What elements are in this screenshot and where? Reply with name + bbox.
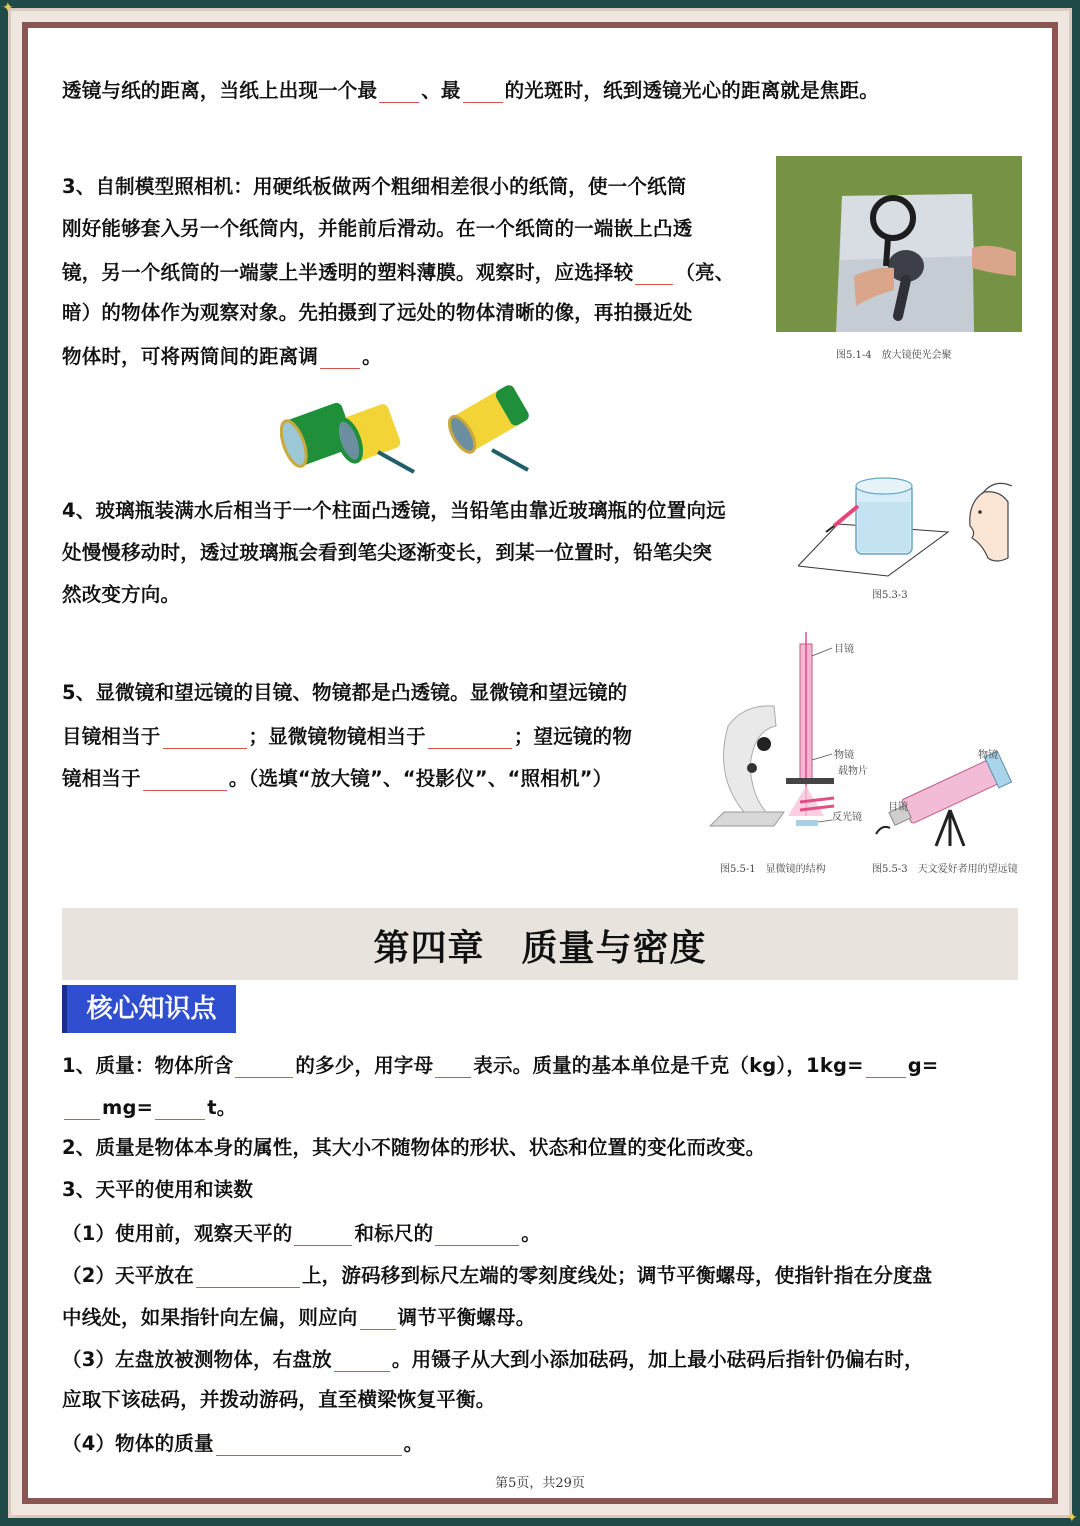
text: ；望远镜的物	[513, 725, 633, 748]
glass-bottle-figure	[798, 472, 1022, 582]
balance-step-2	[62, 1253, 932, 1297]
answer-blank	[216, 1427, 402, 1456]
text: （4）物体的质量	[62, 1432, 214, 1455]
text: 调节平衡螺母。	[397, 1306, 536, 1329]
text: 的光斑时，纸到透镜光心的距离就是焦距。	[504, 79, 879, 102]
text: mg=	[102, 1096, 154, 1119]
answer-blank	[143, 762, 227, 791]
text: （2）天平放在	[62, 1264, 194, 1287]
tele-objective-label: 物镜	[978, 750, 998, 761]
q3-line-1: 3、自制模型照相机：用硬纸板做两个粗细相差很小的纸筒，使一个纸筒	[62, 175, 687, 198]
worksheet-page	[28, 28, 1052, 1498]
text: 上，游码移到标尺左端的零刻度线处；调节平衡螺母，使指针指在分度盘	[301, 1264, 933, 1287]
text: 中线处，如果指针向左偏，则应向	[62, 1306, 358, 1329]
telescope-caption: 图5.5-3 天文爱好者用的望远镜	[872, 864, 1018, 875]
answer-blank	[64, 1091, 100, 1120]
q3-line-4: 暗）的物体作为观察对象。先拍摄到了远处的物体清晰的像，再拍摄近处	[62, 301, 693, 324]
text: （3）左盘放被测物体，右盘放	[62, 1348, 332, 1371]
text: t。	[207, 1096, 237, 1119]
balance-step-1	[62, 1211, 541, 1255]
q4-line-3: 然改变方向。	[62, 583, 181, 606]
balance-step-3-cont: 应取下该砝码，并拨动游码，直至横梁恢复平衡。	[62, 1388, 496, 1411]
tele-eyepiece-label: 目镜	[888, 802, 908, 813]
text: ；显微镜物镜相当于	[248, 725, 426, 748]
bottle-caption: 图5.3-3	[872, 590, 908, 601]
text: 。	[521, 1222, 541, 1245]
q3-line-2: 刚好能够套入另一个纸筒内，并能前后滑动。在一个纸筒的一端嵌上凸透	[62, 217, 693, 240]
magnifier-caption: 图5.1-4 放大镜使光会聚	[836, 350, 952, 361]
text: 镜，另一个纸筒的一端蒙上半透明的塑料薄膜。观察时，应选择较	[62, 261, 634, 284]
q3-line-5	[62, 334, 382, 378]
mass-definition-line	[62, 1043, 938, 1087]
q4-line-2: 处慢慢移动时，透过玻璃瓶会看到笔尖逐渐变长，到某一位置时，铅笔尖突	[62, 541, 713, 564]
answer-blank	[196, 1259, 300, 1288]
text: 透镜与纸的距离，当纸上出现一个最	[62, 79, 378, 102]
text: 表示。质量的基本单位是千克（kg），1kg=	[473, 1054, 864, 1077]
objective-label: 物镜	[834, 750, 854, 761]
text: 目镜相当于	[62, 725, 161, 748]
text: 、最	[421, 79, 461, 102]
text: 物体时，可将两筒间的距离调	[62, 345, 319, 368]
answer-blank	[635, 256, 673, 285]
corner-star-icon: ✦	[1066, 1510, 1078, 1526]
q5-line-1: 5、显微镜和望远镜的目镜、物镜都是凸透镜。显微镜和望远镜的	[62, 681, 628, 704]
answer-blank	[235, 1049, 293, 1078]
magnifier-photo	[776, 156, 1022, 332]
answer-blank	[428, 720, 512, 749]
stage-label: 载物片	[838, 766, 868, 777]
answer-blank	[360, 1301, 396, 1330]
q3-line-3	[62, 250, 734, 294]
balance-step-2-cont	[62, 1295, 535, 1339]
text: 的多少，用字母	[295, 1054, 434, 1077]
answer-blank	[379, 74, 419, 103]
answer-blank	[463, 74, 503, 103]
corner-star-icon: ✦	[2, 0, 14, 16]
answer-blank	[866, 1049, 906, 1078]
microscope-caption: 图5.5-1 显微镜的结构	[720, 864, 826, 875]
answer-blank	[435, 1217, 519, 1246]
text: 和标尺的	[354, 1222, 434, 1245]
mass-units-line	[62, 1085, 236, 1129]
answer-blank	[334, 1343, 390, 1372]
balance-step-3	[62, 1337, 924, 1381]
balance-step-4	[62, 1421, 423, 1465]
tube-camera-figure	[280, 374, 532, 478]
q5-line-2	[62, 714, 632, 758]
core-knowledge-badge: 核心知识点	[62, 985, 236, 1033]
answer-blank	[155, 1091, 205, 1120]
text: 。	[362, 345, 382, 368]
answer-blank	[163, 720, 247, 749]
text: 。（选填“放大镜”、“投影仪”、“照相机”）	[228, 767, 613, 790]
focal-length-line	[62, 68, 879, 112]
balance-title: 3、天平的使用和读数	[62, 1178, 254, 1201]
text: （亮、	[675, 261, 735, 284]
text: 镜相当于	[62, 767, 141, 790]
mass-property-line: 2、质量是物体本身的属性，其大小不随物体的形状、状态和位置的变化而改变。	[62, 1136, 766, 1159]
text: 1、质量：物体所含	[62, 1054, 234, 1077]
text: 。用镊子从大到小添加砝码，加上最小砝码后指针仍偏右时，	[391, 1348, 924, 1371]
text: 。	[403, 1432, 424, 1455]
page-number: 第5页，共29页	[495, 1476, 585, 1491]
text: g=	[907, 1054, 939, 1077]
answer-blank	[320, 340, 360, 369]
text: （1）使用前，观察天平的	[62, 1222, 293, 1245]
answer-blank	[435, 1049, 471, 1078]
chapter-title: 第四章 质量与密度	[62, 908, 1018, 980]
eyepiece-label: 目镜	[834, 644, 854, 655]
q4-line-1: 4、玻璃瓶装满水后相当于一个柱面凸透镜，当铅笔由靠近玻璃瓶的位置向远	[62, 499, 726, 522]
q5-line-3	[62, 756, 612, 800]
answer-blank	[294, 1217, 352, 1246]
mirror-label: 反光镜	[832, 812, 862, 823]
